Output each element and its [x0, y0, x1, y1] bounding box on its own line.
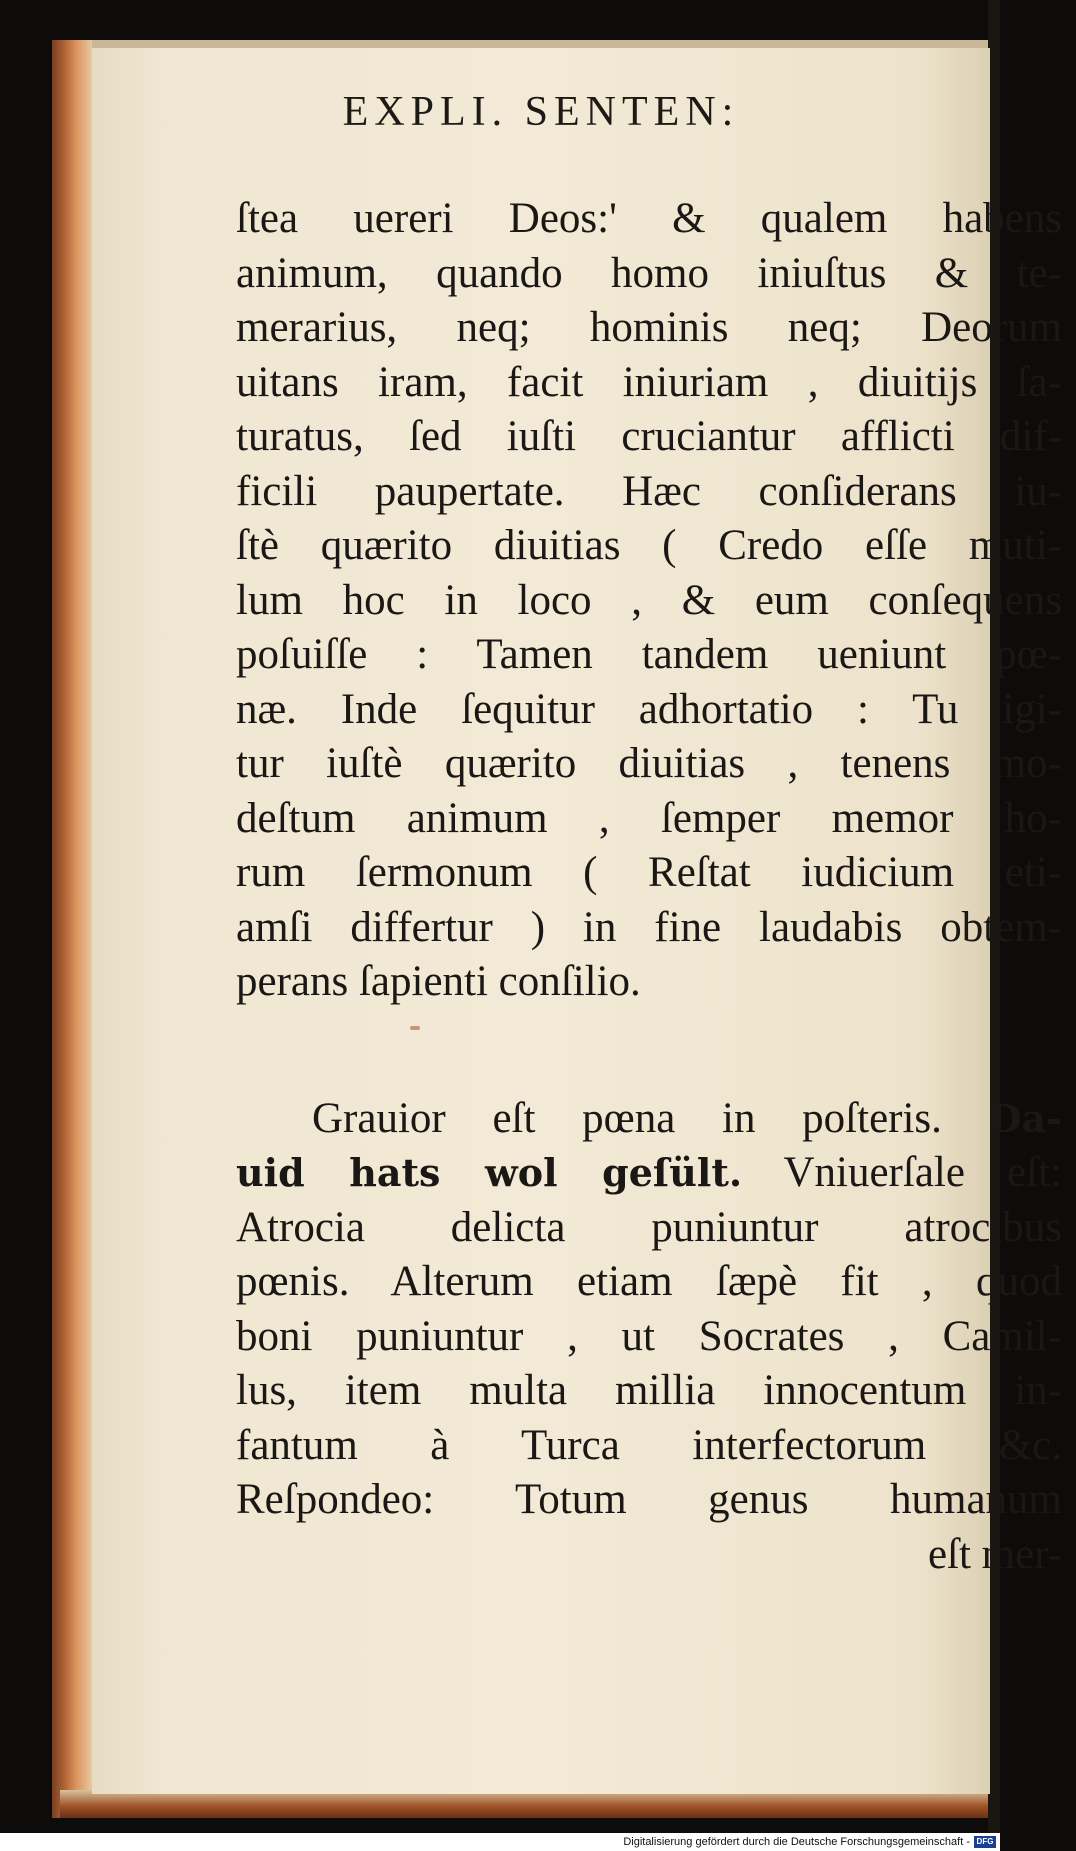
catchword: eſt mer- [927, 1530, 1062, 1578]
text-line: deſtum animum , ſemper memor ho- [236, 794, 1062, 842]
text-line: amſi differtur ) in fine laudabis obtem- [236, 903, 1062, 951]
text-line [236, 1092, 1062, 1147]
text-line: poſuiſſe : Tamen tandem ueniunt pœ- [236, 631, 1062, 678]
text-line: ſtè quærito diuitias ( Credo eſſe muti- [236, 522, 1062, 569]
page-text [236, 192, 1076, 1582]
text-line: pœnis. Alterum etiam ſæpè fit , quod [236, 1258, 1062, 1305]
sentence-heading: Grauior eſt pœna in poſteris. [312, 1094, 942, 1142]
text-line: ficili paupertate. Hæc conſiderans iu- [236, 467, 1062, 515]
text-line: næ. Inde ſequitur adhortatio : Tu igi- [236, 685, 1062, 733]
text-line [236, 1146, 1062, 1201]
text-line: ſtea uereri Deos:' & qualem habens [236, 195, 1062, 242]
running-head: EXPLI. SENTEN: [342, 89, 740, 135]
book-bottom-edge [60, 1790, 996, 1818]
text-line: fantum à Turca interfectorum &c. [236, 1421, 1062, 1469]
text-line: Reſpondeo: Totum genus humanum [236, 1476, 1062, 1523]
footer-bar [0, 1833, 1000, 1851]
book-page [92, 48, 1062, 1794]
text-line: rum ſermonum ( Reſtat iudicium eti- [236, 849, 1062, 896]
dfg-logo: DFG [974, 1836, 996, 1848]
text-line: merarius, neq; hominis neq; Deorum [236, 304, 1062, 351]
blackletter-text: uid hats wol geſült. [236, 1150, 743, 1195]
text-line: boni puniuntur , ut Socrates , Camil- [236, 1312, 1062, 1360]
book-fore-edge [52, 40, 92, 1818]
text-line: uitans iram, facit iniuriam , diuitijs ſa- [236, 358, 1062, 406]
text-line: perans ſapienti conſilio. [236, 958, 641, 1005]
text-line: turatus, ſed iuſti cruciantur afflicti dif- [236, 413, 1062, 460]
paragraph-1 [236, 192, 1076, 1010]
blackletter-text: Da- [988, 1095, 1062, 1141]
paragraph-2 [236, 1092, 1076, 1583]
text-line: lum hoc in loco , & eum conſequens [236, 576, 1062, 624]
text-line: animum, quando homo iniuſtus & te- [236, 249, 1062, 297]
funding-credit: Digitalisierung gefördert durch die Deutsche Forschungsgemeinschaft - [623, 1836, 970, 1848]
text-line: Atrocia delicta puniuntur atrocibus [236, 1203, 1062, 1251]
latin-text: Vniuerſale eſt: [783, 1149, 1062, 1196]
paragraph-gap [236, 1010, 1076, 1092]
text-line: lus, item multa millia innocentum in- [236, 1367, 1062, 1414]
text-line: tur iuſtè quærito diuitias , tenens mo- [236, 740, 1062, 787]
